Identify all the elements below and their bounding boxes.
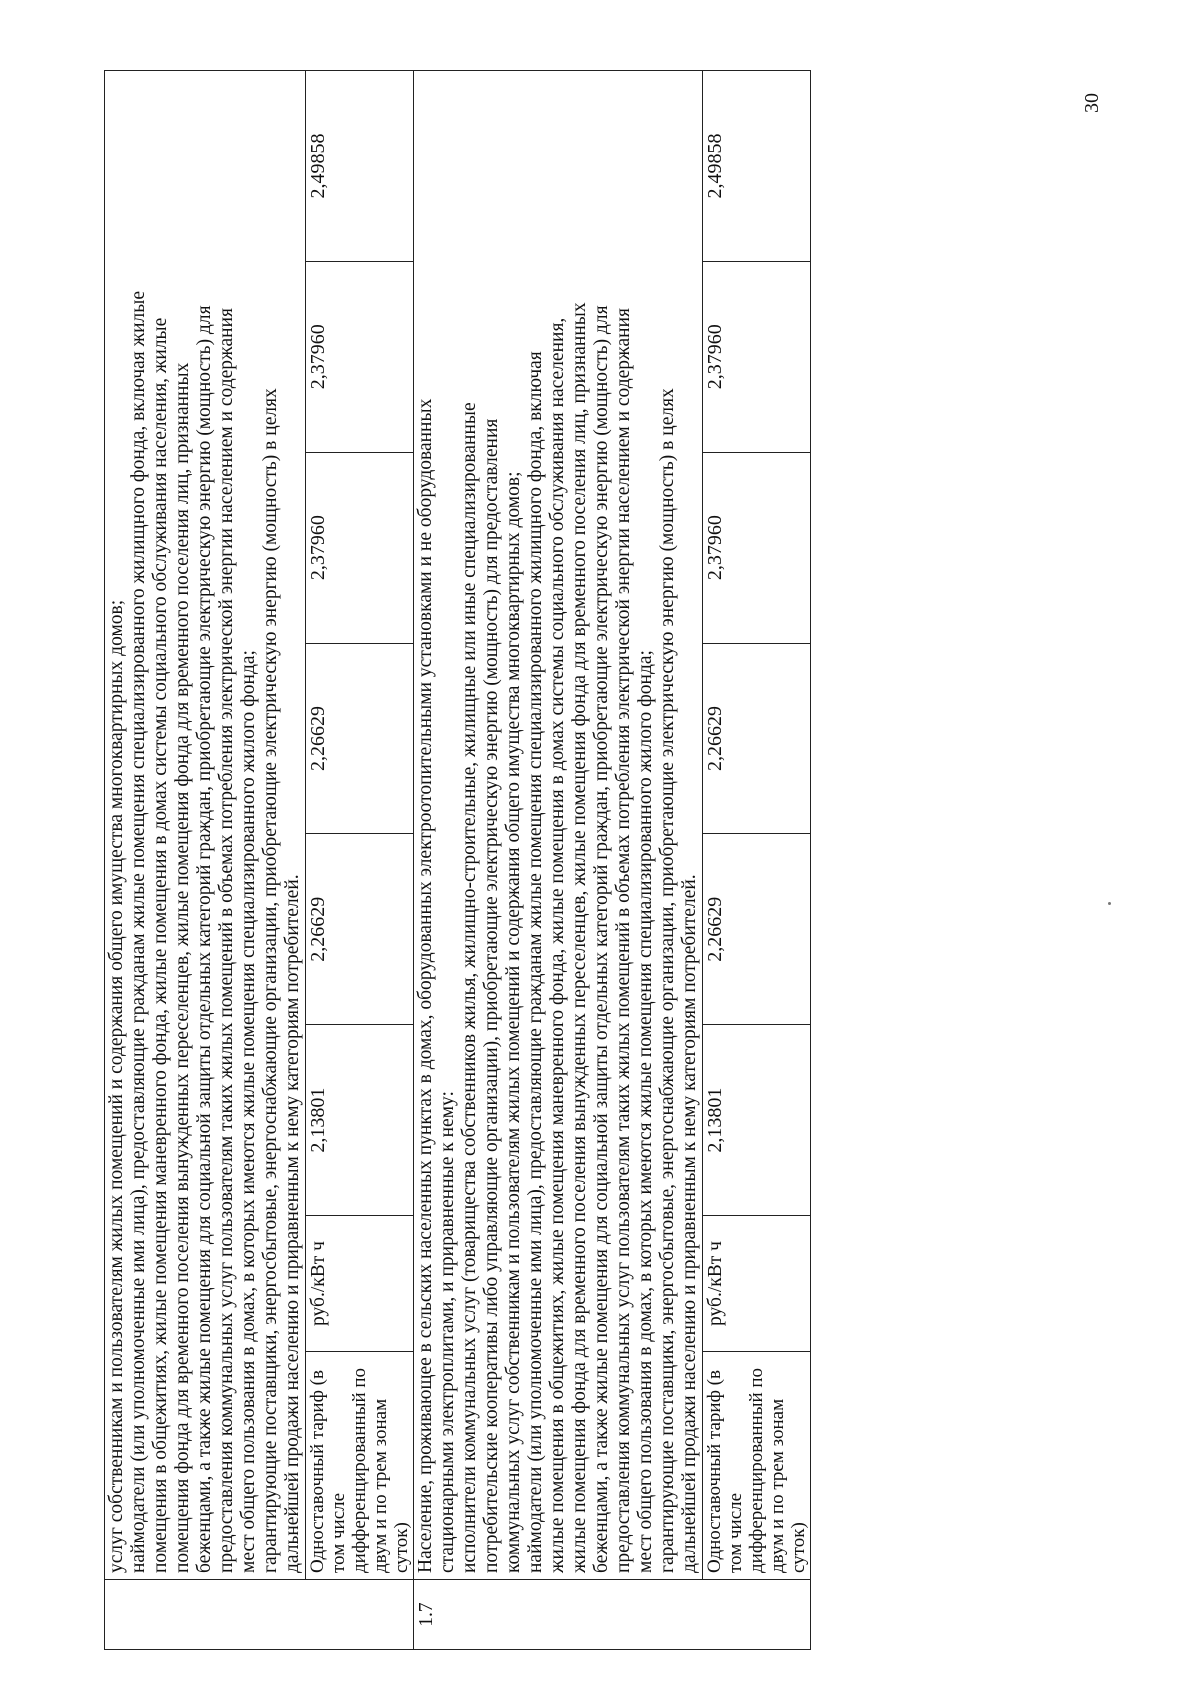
description-line: беженцами, а также жилые помещения для социальной защиты отдельных категорий граждан, приобретающие электрическую энергию (мощность) для <box>194 305 215 1573</box>
description-line: дальнейшей продажи населению и приравненным к нему категориям потребителей. <box>679 874 700 1573</box>
tariff-value: 2,13801 <box>306 1025 414 1216</box>
table-row <box>703 71 811 1650</box>
description-line: жилые помещения в общежитиях, жилые помещения маневренного фонда, жилые помещения в домах системы социального обслуживания населения, <box>547 317 568 1573</box>
tariff-value: 2,26629 <box>306 834 414 1025</box>
description-line: потребительские кооперативы либо управляющие организации), приобретающие электрическую энергию (мощность) для предоставления <box>481 418 502 1573</box>
description-line: помещения фонда для временного поселения вынужденных переселенцев, жилые помещения фонда для временного поселения лиц, признанных <box>172 362 193 1573</box>
rotated-sheet <box>104 70 834 1650</box>
tariff-value: 2,37960 <box>306 452 414 643</box>
description-line: услуг собственникам и пользователям жилых помещений и содержания общего имущества многоквартирных домов; <box>106 599 127 1573</box>
description-line: наймодатели (или уполномоченные ими лица), предоставляющие гражданам жилые помещения специализированного жилищного фонда, включая жилые <box>128 290 149 1573</box>
description-line: гарантирующие поставщики, энергосбытовые, энергоснабжающие организации, приобретающие электрическую энергию (мощность) в целях <box>657 388 678 1573</box>
page-number: 30 <box>1081 93 1103 113</box>
description-line: мест общего пользования в домах, в которых имеются жилые помещения специализированного жилого фонда; <box>238 650 259 1573</box>
tariff-value: 2,49858 <box>703 71 811 262</box>
description-line: предоставления коммунальных услуг пользователям таких жилых помещений в объемах потребления электрической энергии населением и содержания <box>613 307 634 1573</box>
tariff-value: 2,26629 <box>703 643 811 834</box>
category-description <box>414 71 703 1580</box>
tariff-value: 2,26629 <box>703 834 811 1025</box>
description-line: дальнейшей продажи населению и приравненным к нему категориям потребителей. <box>282 874 303 1573</box>
description-line: коммунальных услуг собственникам и пользователям жилых помещений и содержания общего имущества многоквартирных домов; <box>503 471 524 1573</box>
description-line: жилые помещения фонда для временного поселения вынужденных переселенцев, жилые помещения фонда для временного поселения лиц, признанных <box>569 302 590 1573</box>
row-number <box>105 1580 414 1650</box>
scan-speck <box>1108 902 1111 905</box>
description-line: помещения в общежитиях, жилые помещения маневренного фонда, жилые помещения в домах системы социального обслуживания населения, жилые <box>150 317 171 1573</box>
description-line: предоставления коммунальных услуг пользователям таких жилых помещений в объемах потребления электрической энергии населением и содержания <box>216 307 237 1573</box>
tariff-unit: руб./кВт ч <box>703 1216 811 1352</box>
table-row <box>306 71 414 1650</box>
tariff-unit: руб./кВт ч <box>306 1216 414 1352</box>
tariff-label: Одноставочный тариф (в том числе дифференцированный по двум и по трем зонам суток) <box>306 1352 414 1580</box>
tariff-label: Одноставочный тариф (в том числе дифференцированный по двум и по трем зонам суток) <box>703 1352 811 1580</box>
row-number: 1.7 <box>414 1580 811 1650</box>
tariff-table <box>104 70 811 1650</box>
table-row <box>414 71 703 1650</box>
tariff-value: 2,49858 <box>306 71 414 262</box>
tariff-value: 2,37960 <box>306 261 414 452</box>
description-line: Население, проживающее в сельских населенных пунктах в домах, оборудованных электроотопительными установками и не оборудованных <box>415 398 436 1573</box>
description-line: исполнители коммунальных услуг (товарищества собственников жилья, жилищно-строительные, жилищные или иные специализированные <box>459 402 480 1573</box>
tariff-value: 2,26629 <box>306 643 414 834</box>
description-line: стационарными электроплитами, и приравненные к нему: <box>437 1091 458 1573</box>
category-description <box>105 71 306 1580</box>
tariff-value: 2,37960 <box>703 452 811 643</box>
description-line: мест общего пользования в домах, в которых имеются жилые помещения специализированного жилого фонда; <box>635 650 656 1573</box>
tariff-value: 2,37960 <box>703 261 811 452</box>
description-line: наймодатели (или уполномоченные ими лица), предоставляющие гражданам жилые помещения специализированного жилищного фонда, включая <box>525 351 546 1573</box>
table-row <box>105 71 306 1650</box>
tariff-value: 2,13801 <box>703 1025 811 1216</box>
description-line: беженцами, а также жилые помещения для социальной защиты отдельных категорий граждан, приобретающие электрическую энергию (мощность) для <box>591 305 612 1573</box>
description-line: гарантирующие поставщики, энергосбытовые, энергоснабжающие организации, приобретающие электрическую энергию (мощность) в целях <box>260 388 281 1573</box>
